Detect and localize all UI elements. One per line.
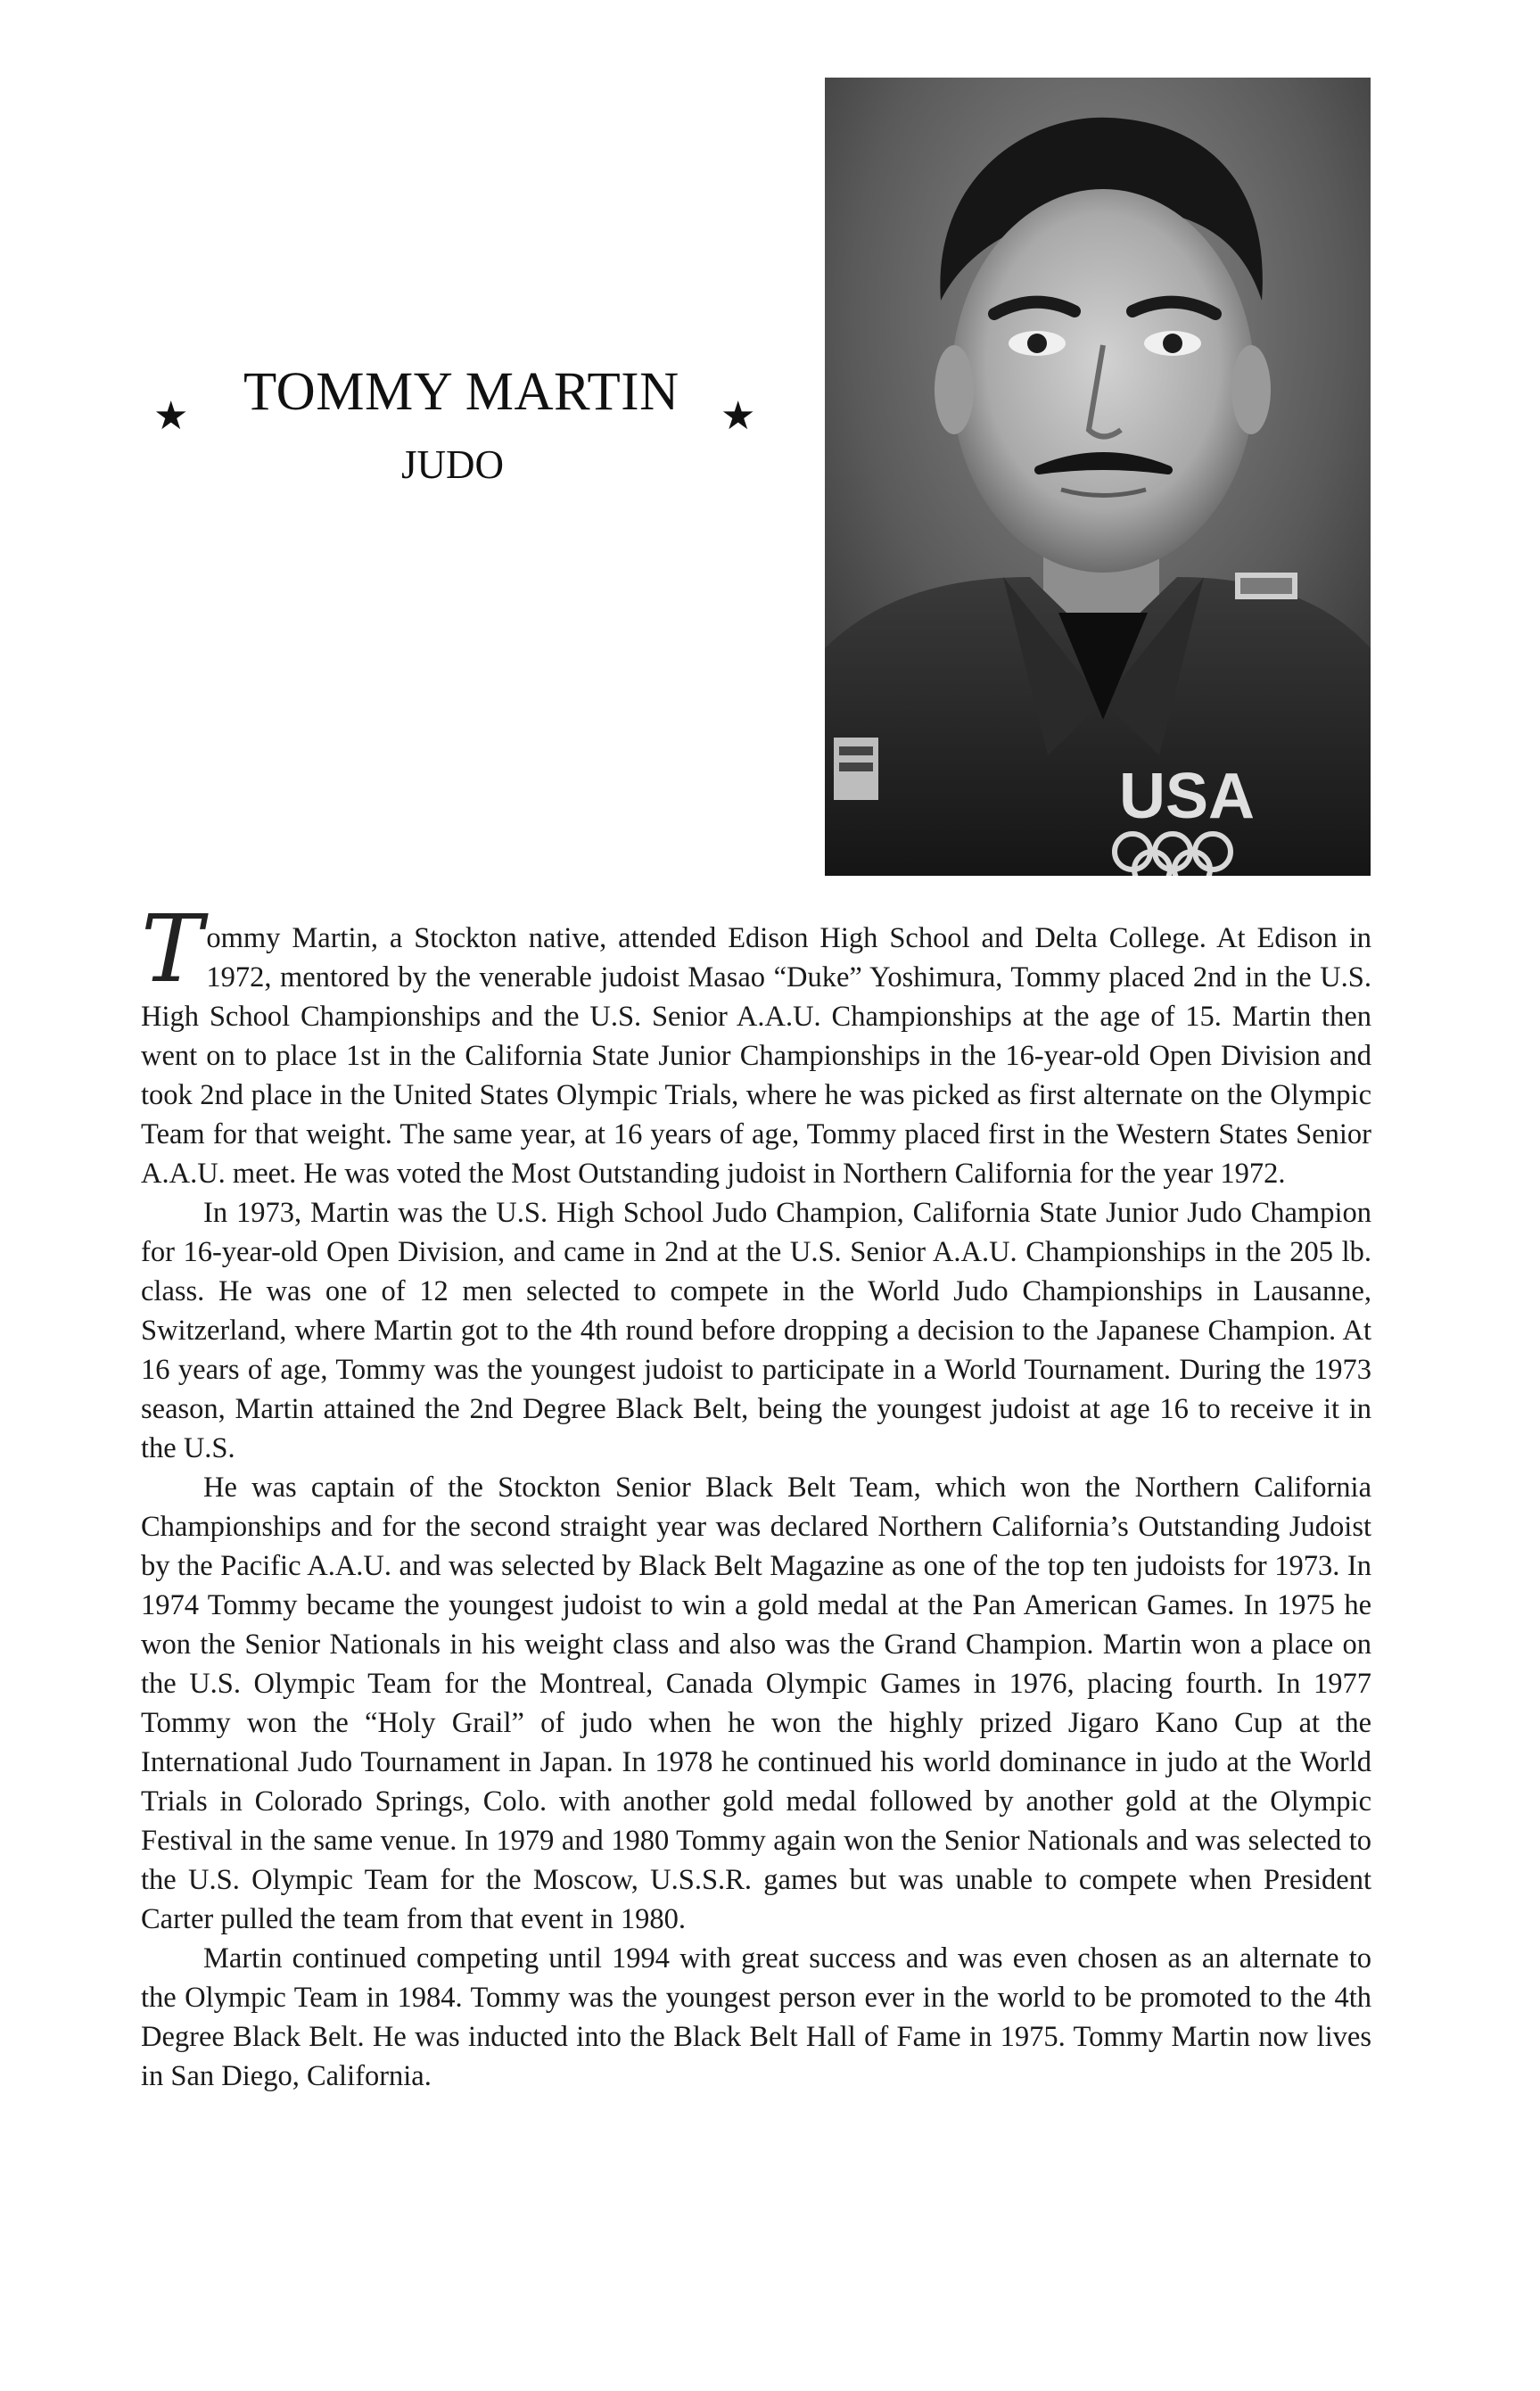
name-row bbox=[143, 352, 785, 450]
drop-cap-letter: T bbox=[141, 895, 203, 1003]
bio-paragraph-2: In 1973, Martin was the U.S. High School Judo Champion, California State Junior Judo Champion for 16-year-old Open Division, and came in 2nd at the U.S. Senior A.A.U. Championships in the 205 lb. class. He was one of 12 men selected to compete in the World Judo Championships in Lausanne, Switzerland, where Martin got to the 4th round before dropping a decision to the Japanese Champion. At 16 years of age, Tommy was the youngest judoist to participate in a World Tournament. During the 1973 season, Martin attained the 2nd Degree Black Belt, being the youngest judoist at age 16 to receive it in the U.S. bbox=[141, 1197, 1371, 1464]
right-star-icon: ★ bbox=[721, 393, 756, 439]
athlete-sport: JUDO bbox=[401, 442, 505, 487]
bio-paragraph-3: He was captain of the Stockton Senior Black Belt Team, which won the Northern California Championships and for the second straight year was declared Northern California’s Outstanding Judoist by the Pacific A.A.U. and was selected by Black Belt Magazine as one of the top ten judoists for 1973. In 1974 Tommy became the youngest judoist to win a gold medal at the Pan American Games. In 1975 he won the Senior Nationals in his weight class and also was the Grand Champion. Martin won a place on the U.S. Olympic Team for the Montreal, Canada Olympic Games in 1976, placing fourth. In 1977 Tommy won the “Holy Grail” of judo when he won the highly prized Jigaro Kano Cup at the International Judo Tournament in Japan. In 1978 he continued his world dominance in judo at the World Trials in Colorado Springs, Colo. with another gold medal followed by another gold at the Olympic Festival in the same venue. In 1979 and 1980 Tommy again won the Senior Nationals and was selected to the U.S. Olympic Team for the Moscow, U.S.S.R. games but was unable to compete when President Carter pulled the team from that event in 1980. bbox=[141, 1472, 1371, 1935]
bio-paragraph-1-text: ommy Martin, a Stockton native, attended Edison High School and Delta College. At Edison in 1972, mentored by the venerable judoist Masao “Duke” Yoshimura, Tommy placed 2nd in the U.S. High School Championships and the U.S. Senior A.A.U. Championships at the age of 15. Martin then went on to place 1st in the California State Junior Championships in the 16-year-old Open Division and took 2nd place in the United States Olympic Trials, where he was picked as first alternate on the Olympic Team for that weight. The same year, at 16 years of age, Tommy placed first in the Western States Senior A.A.U. meet. He was voted the Most Outstanding judoist in Northern California for the year 1972. bbox=[141, 922, 1371, 1190]
athlete-portrait-photo bbox=[825, 78, 1371, 876]
profile-header bbox=[143, 352, 785, 487]
portrait-illustration bbox=[825, 78, 1371, 876]
bio-paragraph-4: Martin continued competing until 1994 with great success and was even chosen as an alternate to the Olympic Team in 1984. Tommy was the youngest person ever in the world to be promoted to the 4th Degree Black Belt. He was inducted into the Black Belt Hall of Fame in 1975. Tommy Martin now lives in San Diego, California. bbox=[141, 1942, 1371, 2092]
jacket-usa-text: USA bbox=[1119, 761, 1256, 832]
athlete-name: TOMMY MARTIN bbox=[243, 362, 679, 422]
bio-paragraph-1 bbox=[141, 895, 1371, 1193]
left-star-icon: ★ bbox=[153, 393, 189, 439]
biography bbox=[141, 895, 1371, 2096]
